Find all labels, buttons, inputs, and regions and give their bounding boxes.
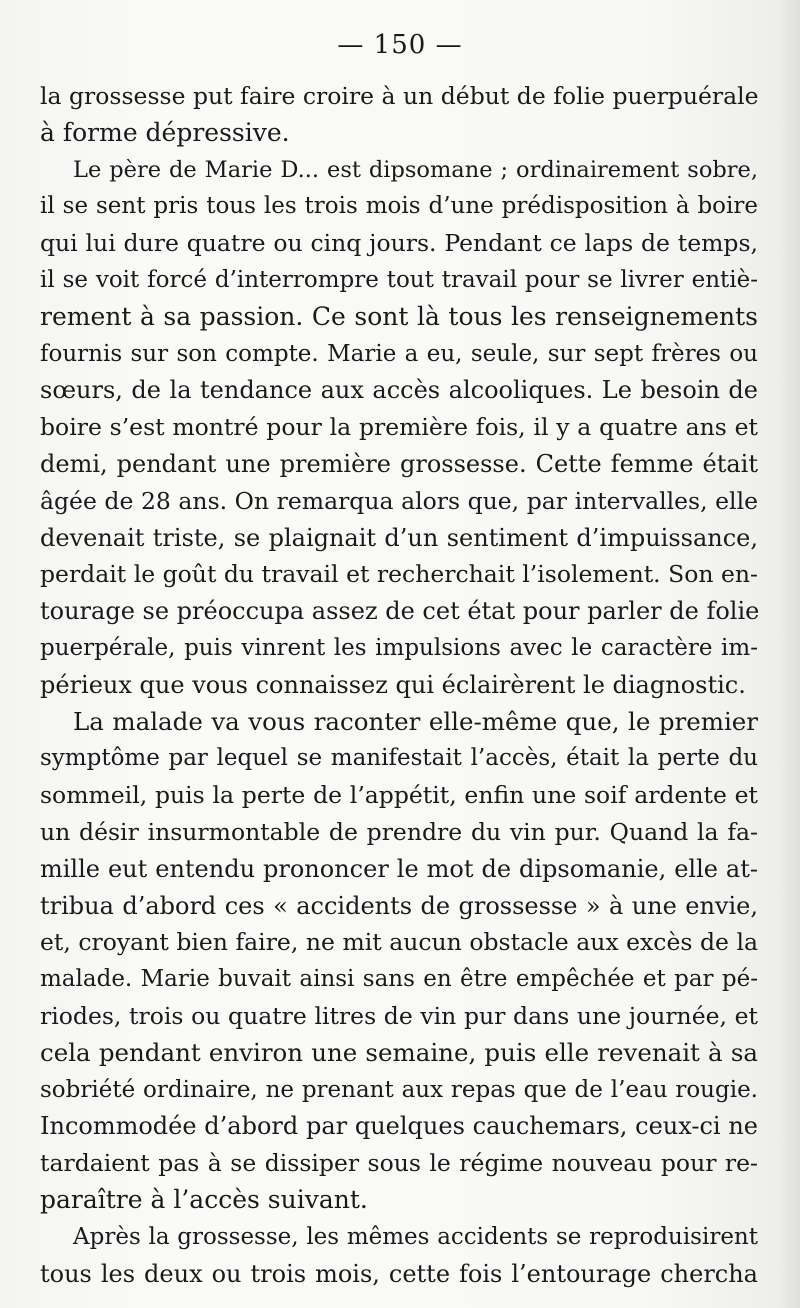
text-line: tous les deux ou trois mois, cette fois l’entourage chercha [40,1259,758,1288]
text-line: à forme dépressive. [40,117,290,147]
text-line: la grossesse put faire croire à un début de folie puerpuérale [40,82,759,110]
text-line: Après la grossesse, les mêmes accidents se reproduisirent [73,1223,758,1250]
text-line: rement à sa passion. Ce sont là tous les renseignements [40,301,758,331]
text-line: devenait triste, se plaignait d’un sentiment d’impuissance, [40,523,758,552]
text-line: perdait le goût du travail et recherchait l’isolement. Son en- [40,560,758,589]
text-line: fournis sur son compte. Marie a eu, seule, sur sept frères ou [40,340,758,367]
text-line: malade. Marie buvait ainsi sans en être empêchée et par pé- [40,966,758,993]
page-number: — 150 — [337,30,463,60]
text-line: cela pendant environ une semaine, puis elle revenait à sa [40,1037,758,1067]
text-line: tardaient pas à se dissiper sous le régime nouveau pour re- [40,1149,758,1178]
text-line: Incommodée d’abord par quelques cauchemars, ceux-ci ne [40,1112,758,1141]
text-line: boire s’est montré pour la première fois, il y a quatre ans et [40,413,758,442]
text-line: sœurs, de la tendance aux accès alcooliques. Le besoin de [40,376,758,405]
text-line: La malade va vous raconter elle-même que, le premier [73,706,758,736]
text-line: tribua d’abord ces « accidents de grossesse » à une envie, [40,891,758,920]
text-line: puerpérale, puis vinrent les impulsions avec le caractère im- [40,634,758,661]
text-line: mille eut entendu prononcer le mot de dipsomanie, elle at- [40,854,758,883]
text-line: un désir insurmontable de prendre du vin pur. Quand la fa- [40,817,758,846]
text-line: riodes, trois ou quatre litres de vin pur dans une journée, et [40,1001,758,1030]
text-line: tourage se préoccupa assez de cet état pour parler de folie [40,597,760,626]
text-line: symptôme par lequel se manifestait l’accès, était la perte du [40,745,758,772]
text-line: il se sent pris tous les trois mois d’une prédisposition à boire [40,193,758,220]
body-text [40,78,758,1292]
text-line: demi, pendant une première grossesse. Cette femme était [40,449,758,478]
text-line: il se voit forcé d’interrompre tout travail pour se livrer entiè- [40,266,758,293]
text-line: sommeil, puis la perte de l’appétit, enfin une soif ardente et [40,781,758,810]
text-line: paraître à l’accès suivant. [40,1184,368,1214]
text-line: qui lui dure quatre ou cinq jours. Pendant ce laps de temps, [40,229,758,258]
text-line: sobriété ordinaire, ne prenant aux repas que de l’eau rougie. [40,1076,758,1103]
text-line: et, croyant bien faire, ne mit aucun obstacle aux excès de la [40,928,758,957]
text-line: périeux que vous connaissez qui éclairèrent le diagnostic. [40,670,746,699]
text-line: Le père de Marie D... est dipsomane ; ordinairement sobre, [73,156,758,183]
text-line: âgée de 28 ans. On remarqua alors que, par intervalles, elle [40,486,758,515]
page-edge-shadow [778,0,800,1308]
